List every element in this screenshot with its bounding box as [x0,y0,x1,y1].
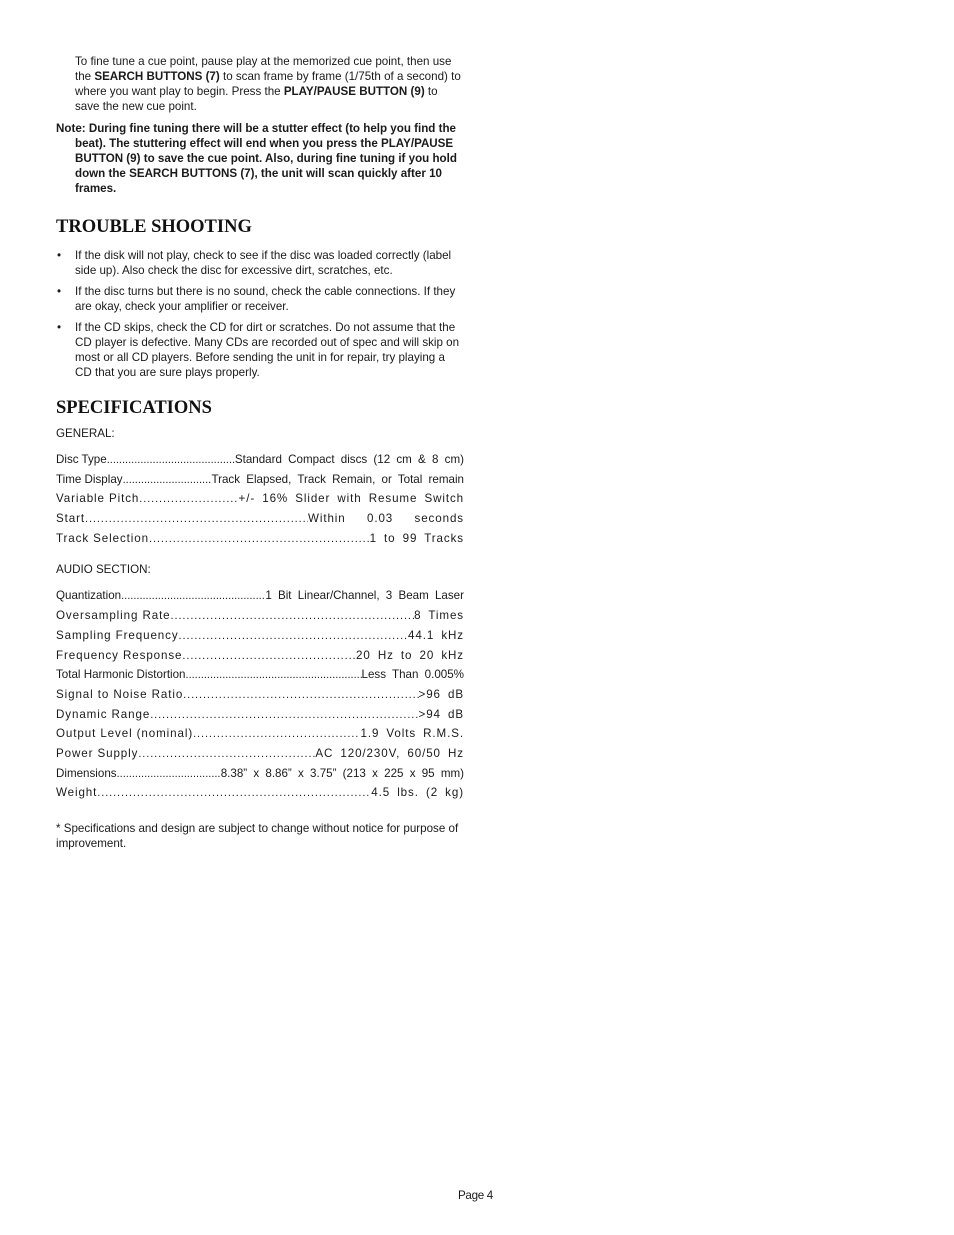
leader-dots [183,688,418,703]
fine-tune-note: Note: During fine tuning there will be a stutter effect (to help you find the beat). The stuttering effect will end when you press the PLAY/PAUSE BUTTON (9) to save the cue point. Also, during fine tuning if you hold down the SEARCH BUTTONS (7), the unit will scan quickly after 10 frames. [56,122,457,195]
leader-dots [182,649,356,664]
audio-section-label: AUDIO SECTION: [56,563,151,577]
leader-dots [138,747,315,762]
spec-label: Dimensions [56,766,117,780]
spec-row [56,766,464,786]
specifications-footnote: * Specifications and design are subject to change without notice for purpose of improvement. [56,822,459,850]
spec-row [56,511,464,531]
spec-value: >94 dB [418,707,464,721]
leader-dots [139,492,238,507]
spec-row [56,628,464,648]
spec-label: Oversampling Rate [56,609,171,623]
list-item: • If the disc turns but there is no sound, check the cable connections. If they are okay, check your amplifier or receiver. [56,284,464,314]
spec-value: AC 120/230V, 60/50 Hz [315,746,464,760]
spec-row [56,726,464,746]
spec-row [56,648,464,668]
text-run: To fine tune a cue point, pause play at the memorized cue point, then use the [75,55,452,83]
spec-label: Output Level (nominal) [56,727,194,741]
spec-label: Frequency Response [56,648,183,662]
list-item: • If the disk will not play, check to see if the disc was loaded correctly (label side up). Also check the disc for excessive dirt, scratches, etc. [56,248,464,278]
spec-value: 4.5 lbs. (2 kg) [371,786,464,800]
general-spec-table [56,452,464,550]
leader-dots [97,786,371,801]
page-number: Page 4 [458,1189,493,1202]
spec-row [56,785,464,805]
spec-row [56,667,464,687]
search-buttons-ref: SEARCH BUTTONS (7) [94,70,220,83]
spec-row [56,608,464,628]
spec-value: >96 dB [418,687,464,701]
spec-value: 1 to 99 Tracks [369,531,464,545]
leader-dots [186,668,362,683]
spec-row [56,491,464,511]
spec-label: Dynamic Range [56,707,151,721]
spec-value: 44.1 kHz [408,628,464,642]
spec-label: Power Supply [56,746,139,760]
spec-row [56,746,464,766]
spec-row [56,687,464,707]
spec-value: 20 Hz to 20 kHz [356,648,464,662]
spec-label: Signal to Noise Ratio [56,687,184,701]
spec-label: Time Display [56,472,123,486]
spec-row [56,588,464,608]
spec-label: Disc Type [56,453,107,466]
spec-row [56,472,464,492]
spec-label: Start [56,512,85,526]
leader-dots [107,453,235,468]
spec-value: Standard Compact discs (12 cm & 8 cm) [234,453,464,466]
spec-value: 1.9 Volts R.M.S. [360,727,464,741]
spec-label: Sampling Frequency [56,628,179,642]
leader-dots [150,708,418,723]
spec-row [56,531,464,551]
text-run: to scan frame by frame (1/75th of a second) to where you want play to begin. Press the [75,70,461,98]
spec-row [56,707,464,727]
spec-value: +/- 16% Slider with Resume Switch [238,492,464,506]
trouble-shooting-list [56,248,464,380]
manual-column [56,54,464,863]
leader-dots [149,532,370,547]
spec-value: Track Elapsed, Track Remain, or Total remain [211,472,464,486]
leader-dots [123,473,212,488]
spec-label: Variable Pitch [56,492,140,506]
leader-dots [121,589,265,604]
leader-dots [193,727,360,742]
spec-value: 8 Times [414,609,464,623]
trouble-shooting-heading: TROUBLE SHOOTING [56,217,252,237]
spec-row [56,452,464,472]
spec-value: Within 0.03 seconds [308,512,464,526]
audio-spec-table [56,588,464,805]
list-item: • If the CD skips, check the CD for dirt or scratches. Do not assume that the CD player is defective. Many CDs are recorded out of spec and will skip on most or all CD players. Before sending the unit in for repair, try playing a CD that you are sure plays properly. [56,320,464,380]
spec-label: Weight [56,786,98,800]
spec-value: 8.38” x 8.86” x 3.75” (213 x 225 x 95 mm) [220,766,464,780]
play-pause-button-ref: PLAY/PAUSE BUTTON (9) [283,85,425,98]
specifications-heading: SPECIFICATIONS [56,398,212,418]
spec-label: Track Selection [56,531,149,545]
leader-dots [179,629,409,644]
general-section-label: GENERAL: [56,427,115,440]
spec-value: 1 Bit Linear/Channel, 3 Beam Laser [265,589,464,603]
spec-label: Quantization [56,589,122,603]
spec-value: Less Than 0.005% [361,668,464,682]
leader-dots [85,512,308,527]
fine-tune-paragraph [56,54,464,114]
leader-dots [171,609,415,624]
leader-dots [117,767,221,782]
spec-label: Total Harmonic Distortion [56,668,186,682]
text-run: to save the new cue point. [75,85,438,113]
